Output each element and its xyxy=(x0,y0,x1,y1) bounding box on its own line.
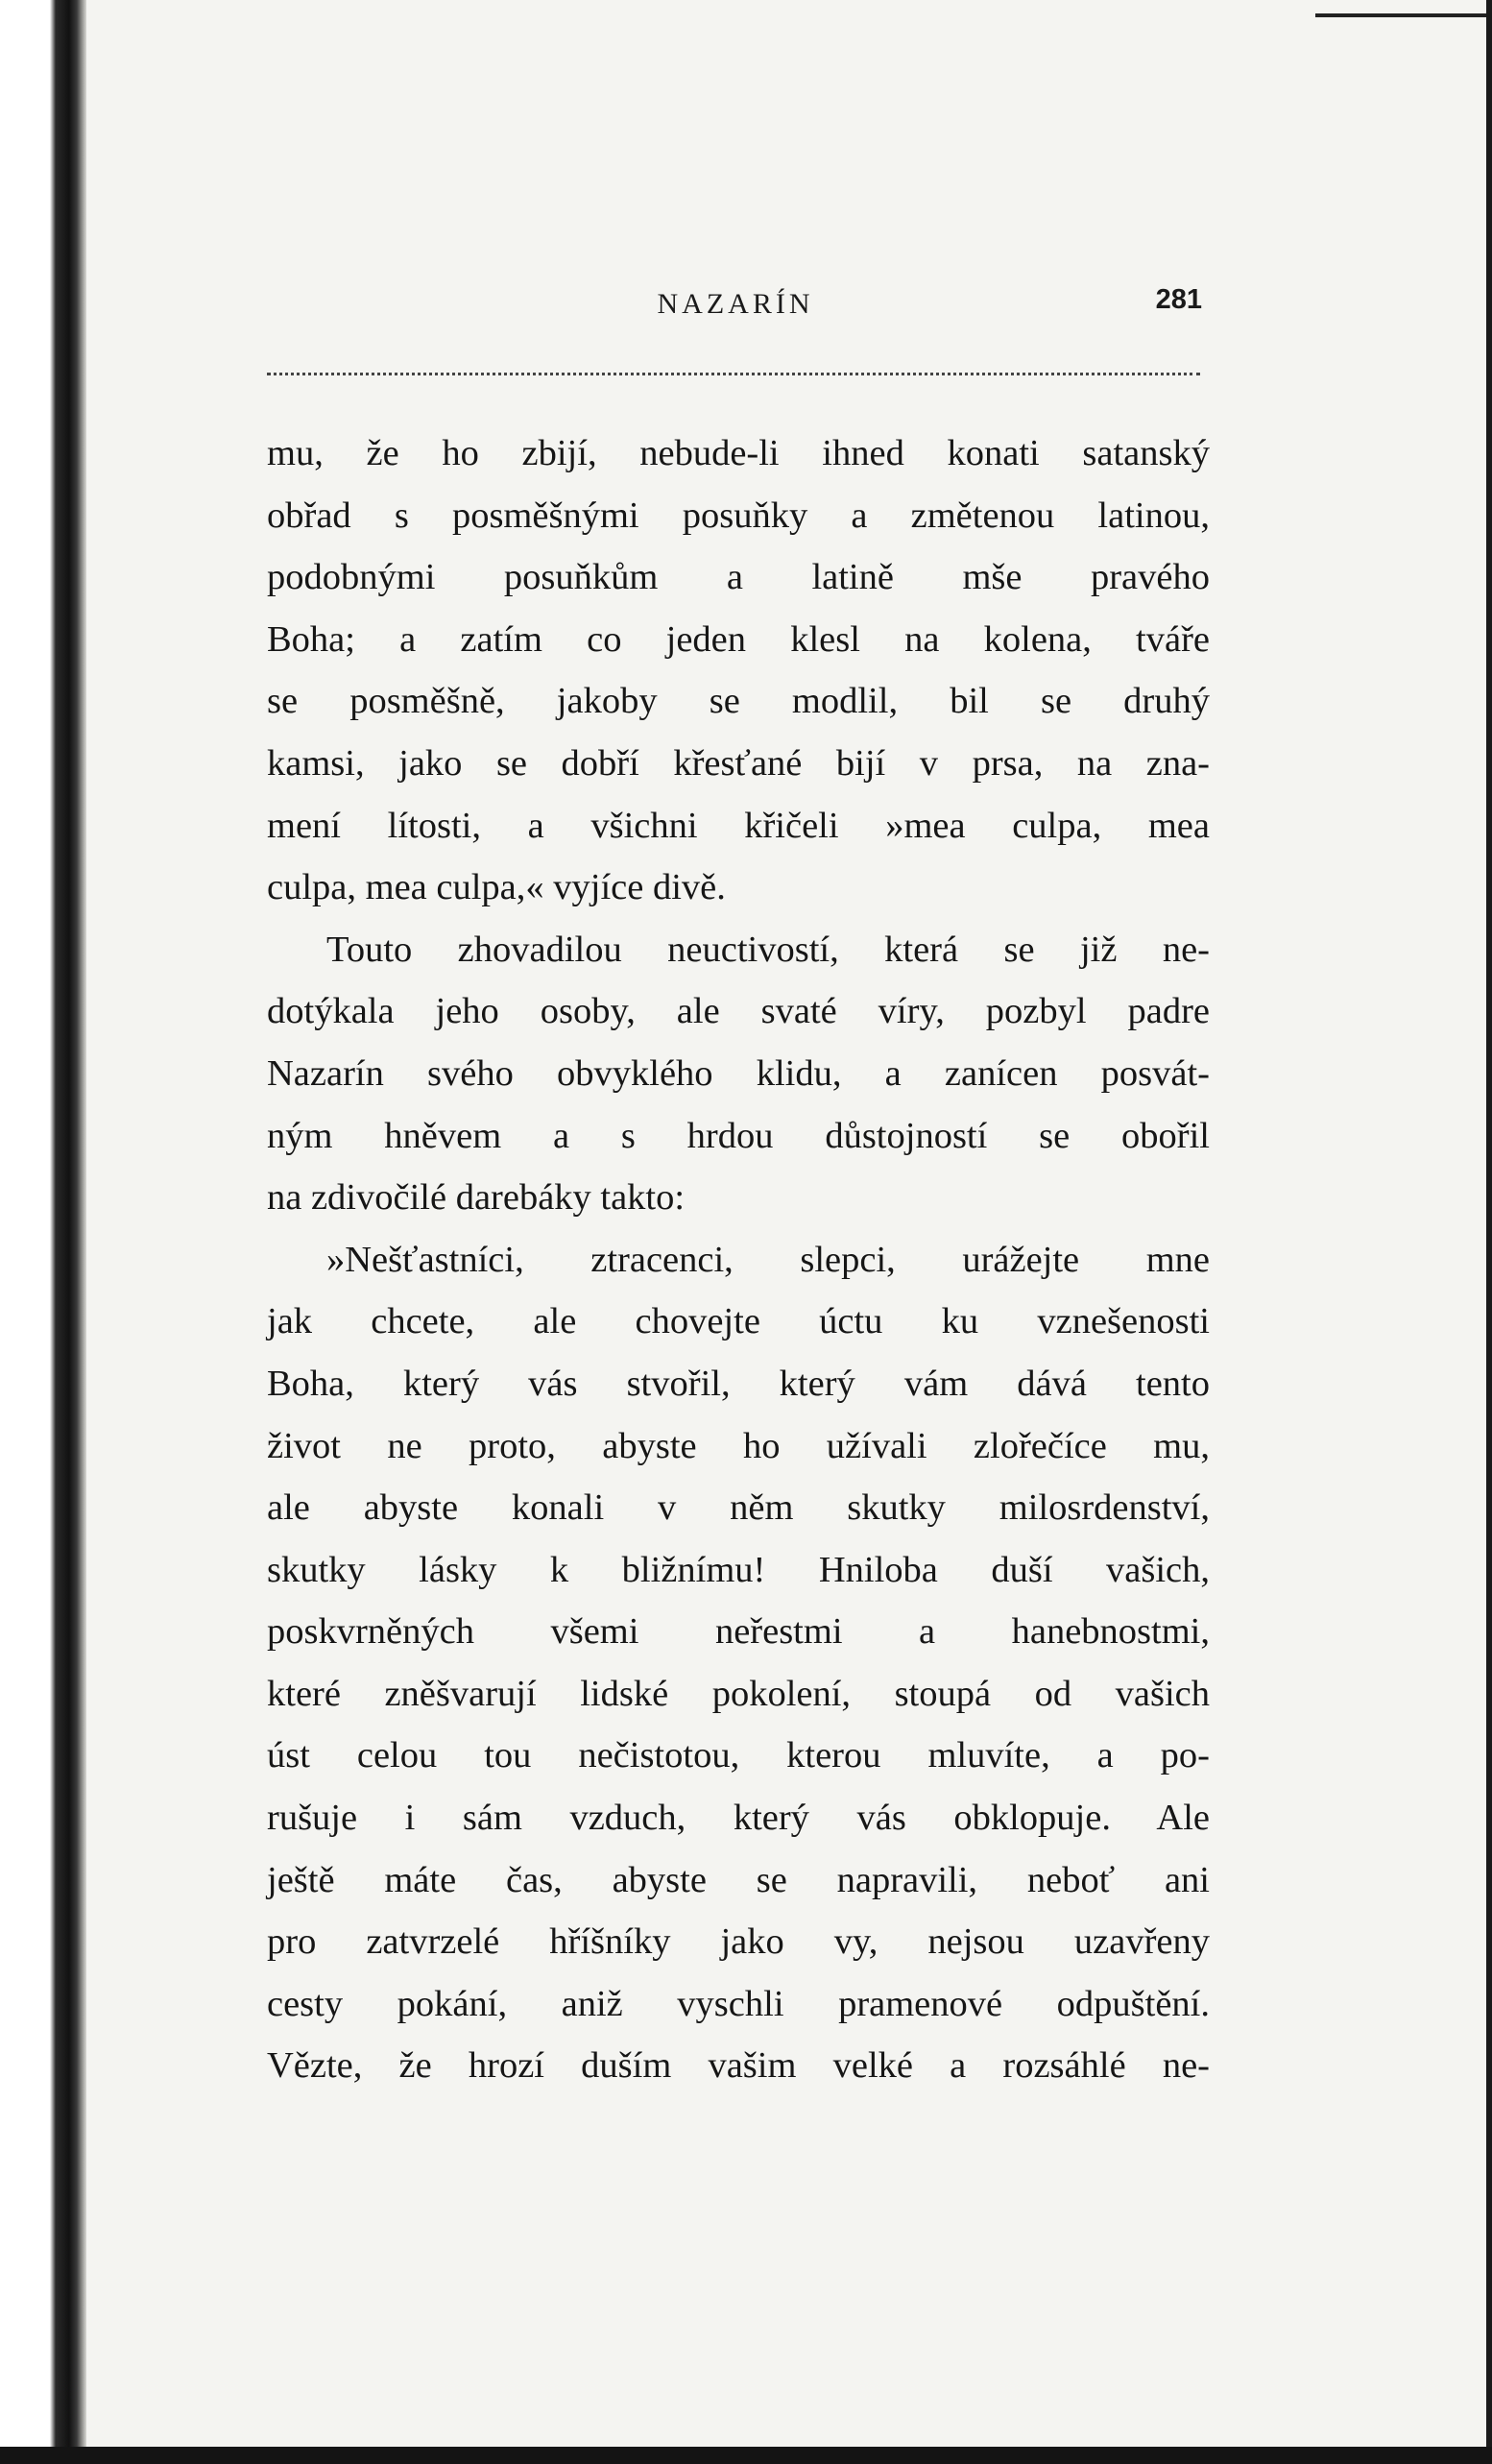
text-line: Vězte, že hrozí duším vašim velké a rozsáhlé ne- xyxy=(267,2045,1210,2087)
text-line: kamsi, jako se dobří křesťané bijí v prsa, na zna- xyxy=(267,742,1210,784)
page-number: 281 xyxy=(1155,284,1202,315)
text-line: ale abyste konali v něm skutky milosrdenství, xyxy=(267,1487,1210,1529)
text-line: rušuje i sám vzduch, který vás obklopuje. Ale xyxy=(267,1798,1210,1839)
body-text xyxy=(267,423,1210,2097)
text-line: Boha, který vás stvořil, který vám dává tento xyxy=(267,1363,1210,1404)
header-rule xyxy=(267,373,1200,375)
text-line: ještě máte čas, abyste se napravili, neboť ani xyxy=(267,1859,1210,1900)
text-line: culpa, mea culpa,« vyjíce divě. xyxy=(267,867,726,908)
running-title: NAZARÍN xyxy=(657,288,814,320)
text-line: Touto zhovadilou neuctivostí, která se již ne- xyxy=(326,929,1210,970)
text-line: se posměšně, jakoby se modlil, bil se druhý xyxy=(267,681,1210,722)
text-line: obřad s posměšnými posuňky a změtenou latinou, xyxy=(267,495,1210,536)
text-line: mení lítosti, a všichni křičeli »mea culpa, mea xyxy=(267,805,1210,846)
text-line: skutky lásky k bližnímu! Hniloba duší vašich, xyxy=(267,1549,1210,1590)
text-line: poskvrněných všemi neřestmi a hanebnostmi, xyxy=(267,1611,1210,1653)
text-line: ným hněvem a s hrdou důstojností se obořil xyxy=(267,1115,1210,1156)
text-line: cesty pokání, aniž vyschli pramenové odpuštění. xyxy=(267,1983,1210,2024)
scan-right-edge xyxy=(1486,0,1492,2464)
scan-bottom-edge xyxy=(0,2447,1492,2464)
text-line: pro zatvrzelé hříšníky jako vy, nejsou uzavřeny xyxy=(267,1921,1210,1963)
text-line: Boha; a zatím co jeden klesl na kolena, tváře xyxy=(267,618,1210,660)
text-line: Nazarín svého obvyklého klidu, a zanícen posvát- xyxy=(267,1052,1210,1094)
scan-top-edge xyxy=(1315,13,1492,17)
text-line: dotýkala jeho osoby, ale svaté víry, pozbyl padre xyxy=(267,991,1210,1032)
text-line: jak chcete, ale chovejte úctu ku vznešenosti xyxy=(267,1301,1210,1342)
binding-gutter xyxy=(0,0,86,2464)
text-line: »Nešťastníci, ztracenci, slepci, urážejte mne xyxy=(326,1239,1210,1280)
text-line: život ne proto, abyste ho užívali zlořečíce mu, xyxy=(267,1425,1210,1466)
text-line: úst celou tou nečistotou, kterou mluvíte, a po- xyxy=(267,1735,1210,1776)
text-line: na zdivočilé darebáky takto: xyxy=(267,1177,686,1219)
text-line: podobnými posuňkům a latině mše pravého xyxy=(267,557,1210,598)
text-line: které zněšvarují lidské pokolení, stoupá od vašich xyxy=(267,1673,1210,1714)
running-head xyxy=(265,284,1206,332)
text-line: mu, že ho zbijí, nebude-li ihned konati satanský xyxy=(267,433,1210,473)
